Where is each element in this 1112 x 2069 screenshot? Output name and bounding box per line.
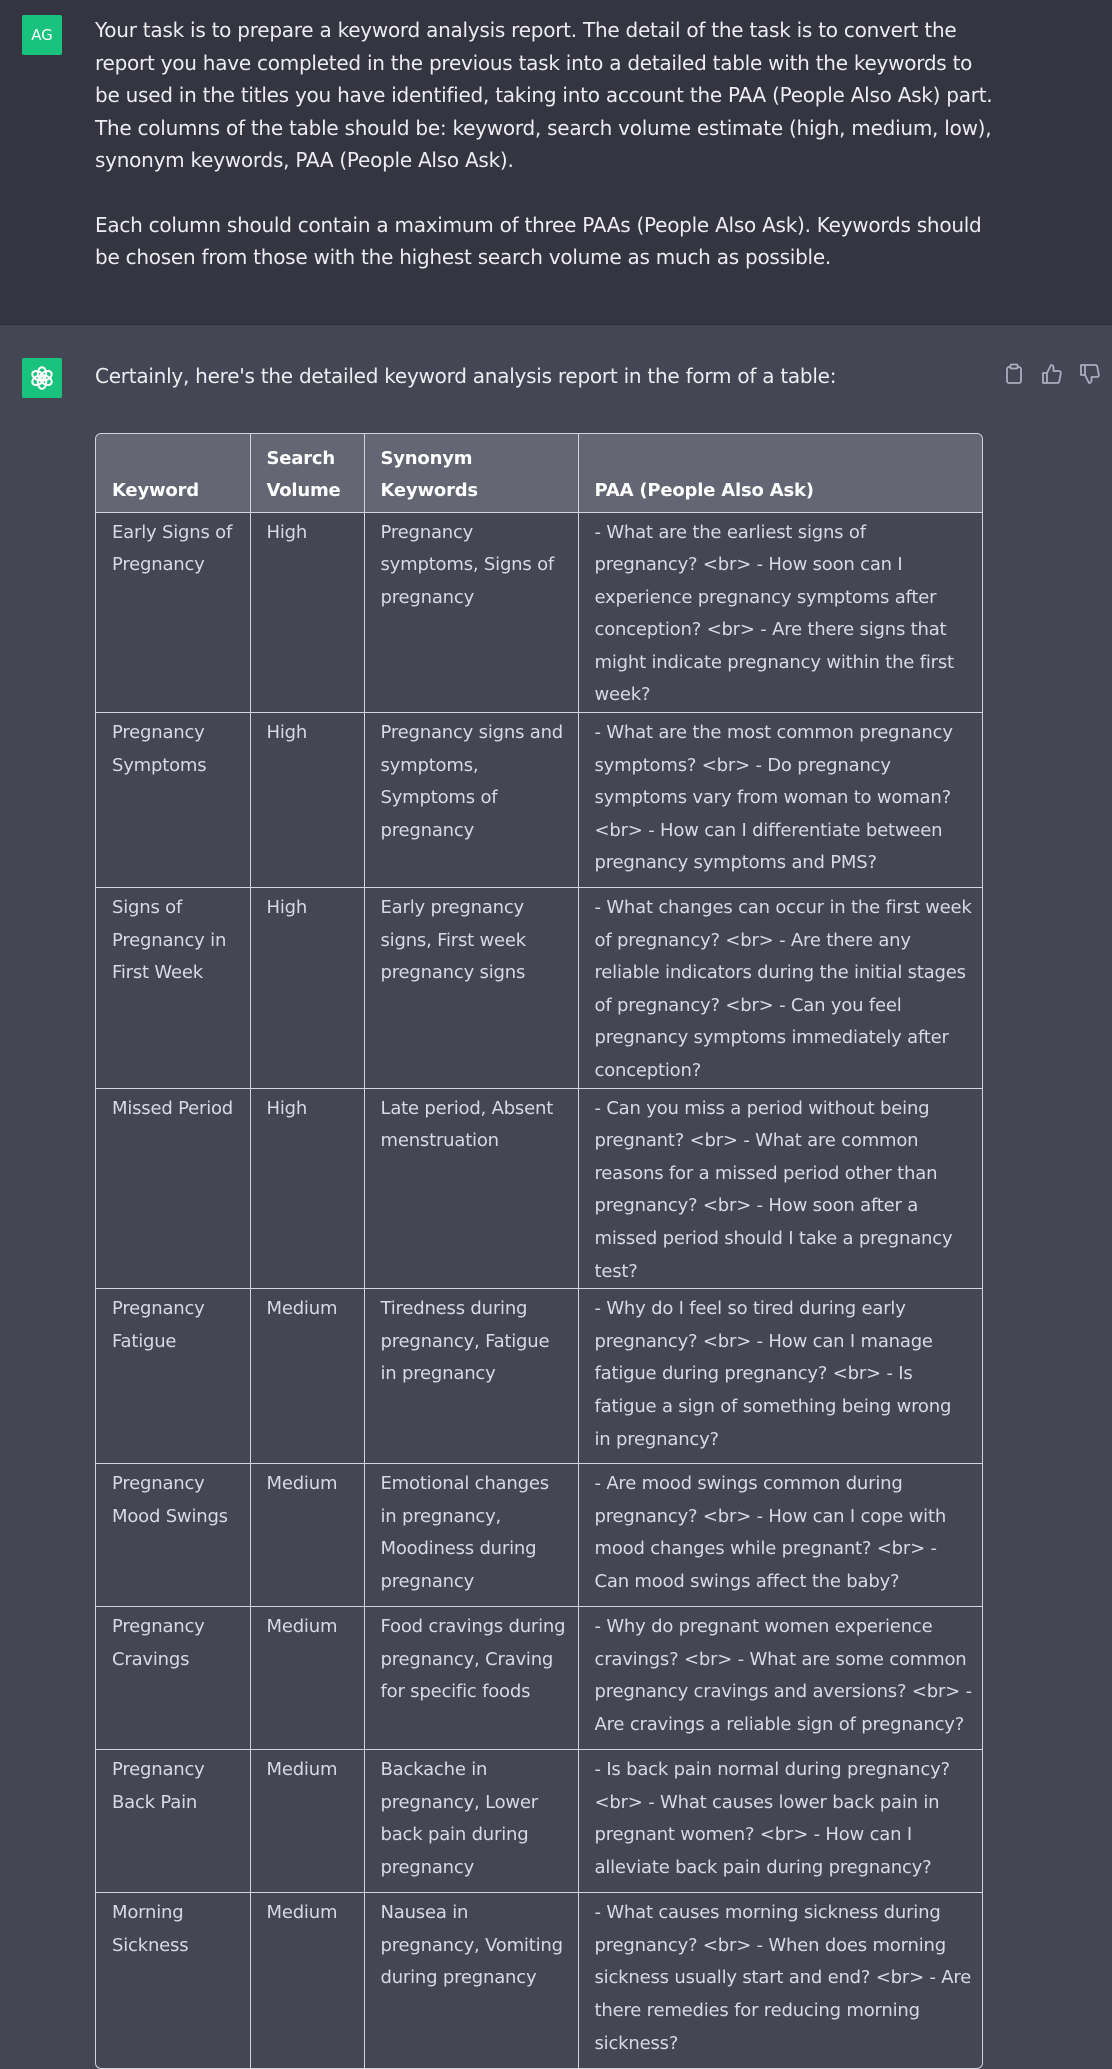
cell-keyword: Missed Period [96, 1088, 250, 1289]
cell-paa: - Are mood swings common during pregnancy? <br> - How can I cope with mood changes while pregnant? <br> - Can mood swings affect the baby? [578, 1464, 982, 1607]
user-message [0, 0, 1112, 325]
table-row [96, 713, 982, 888]
table-row [96, 888, 982, 1089]
cell-paa: - Can you miss a period without being pregnant? <br> - What are common reasons for a missed period other than pregnancy? <br> - How soon after a missed period should I take a pregnancy test? [578, 1088, 982, 1289]
table-row [96, 1893, 982, 2068]
header-paa: PAA (People Also Ask) [578, 434, 982, 512]
cell-paa: - What changes can occur in the first week of pregnancy? <br> - Are there any reliable indicators during the initial stages of pregnancy? <br> - Can you feel pregnancy symptoms immediately after conception? [578, 888, 982, 1089]
cell-keyword: Pregnancy Fatigue [96, 1289, 250, 1464]
cell-synonyms: Pregnancy symptoms, Signs of pregnancy [364, 512, 578, 713]
header-synonyms: Synonym Keywords [364, 434, 578, 512]
cell-keyword: Pregnancy Symptoms [96, 713, 250, 888]
assistant-message [0, 325, 1112, 2054]
cell-synonyms: Late period, Absent menstruation [364, 1088, 578, 1289]
cell-keyword: Morning Sickness [96, 1893, 250, 2068]
user-paragraph: Your task is to prepare a keyword analysis report. The detail of the task is to convert the report you have completed in the previous task into a detailed table with the keywords to be used in the titles you have identified, taking into account the PAA (People Also Ask) part. The columns of the table should be: keyword, search volume estimate (high, medium, low), synonym keywords, PAA (People Also Ask). [95, 18, 993, 172]
header-keyword: Keyword [112, 479, 199, 501]
cell-volume: Medium [250, 1893, 364, 2068]
table-row [96, 1088, 982, 1289]
user-avatar-initials: AG [31, 26, 53, 44]
cell-volume: Medium [250, 1750, 364, 1893]
keyword-table [95, 433, 983, 2069]
cell-volume: Medium [250, 1289, 364, 1464]
cell-synonyms: Nausea in pregnancy, Vomiting during pregnancy [364, 1893, 578, 2068]
cell-keyword: Pregnancy Mood Swings [96, 1464, 250, 1607]
user-avatar [22, 15, 62, 55]
cell-volume: Medium [250, 1464, 364, 1607]
cell-paa: - Why do pregnant women experience cravings? <br> - What are some common pregnancy cravings and aversions? <br> - Are cravings a reliable sign of pregnancy? [578, 1607, 982, 1750]
message-actions [1002, 362, 1102, 386]
cell-volume: High [250, 1088, 364, 1289]
cell-paa: - What are the most common pregnancy symptoms? <br> - Do pregnancy symptoms vary from woman to woman? <br> - How can I differentiate between pregnancy symptoms and PMS? [578, 713, 982, 888]
cell-synonyms: Pregnancy signs and symptoms, Symptoms of pregnancy [364, 713, 578, 888]
table-row [96, 1289, 982, 1464]
cell-keyword: Early Signs of Pregnancy [96, 512, 250, 713]
cell-volume: High [250, 713, 364, 888]
user-paragraph: Each column should contain a maximum of three PAAs (People Also Ask). Keywords should be chosen from those with the highest search volume as much as possible. [95, 212, 982, 269]
cell-volume: Medium [250, 1607, 364, 1750]
thumbs-up-icon[interactable] [1040, 362, 1064, 386]
cell-synonyms: Tiredness during pregnancy, Fatigue in pregnancy [364, 1289, 578, 1464]
table-header-row [96, 434, 982, 512]
thumbs-down-icon[interactable] [1078, 362, 1102, 386]
cell-paa: - What are the earliest signs of pregnancy? <br> - How soon can I experience pregnancy symptoms after conception? <br> - Are there signs that might indicate pregnancy within the first week? [578, 512, 982, 713]
cell-synonyms: Early pregnancy signs, First week pregnancy signs [364, 888, 578, 1089]
cell-synonyms: Backache in pregnancy, Lower back pain during pregnancy [364, 1750, 578, 1893]
cell-volume: High [250, 888, 364, 1089]
cell-keyword: Pregnancy Back Pain [96, 1750, 250, 1893]
cell-paa: - Why do I feel so tired during early pregnancy? <br> - How can I manage fatigue during pregnancy? <br> - Is fatigue a sign of something being wrong in pregnancy? [578, 1289, 982, 1464]
cell-keyword: Signs of Pregnancy in First Week [96, 888, 250, 1089]
table-row [96, 1607, 982, 1750]
table-row [96, 512, 982, 713]
cell-synonyms: Food cravings during pregnancy, Craving for specific foods [364, 1607, 578, 1750]
chatgpt-logo-icon [22, 358, 62, 398]
cell-keyword: Pregnancy Cravings [96, 1607, 250, 1750]
cell-paa: - What causes morning sickness during pregnancy? <br> - When does morning sickness usually start and end? <br> - Are there remedies for reducing morning sickness? [578, 1893, 982, 2068]
copy-icon[interactable] [1002, 362, 1026, 386]
cell-paa: - Is back pain normal during pregnancy? <br> - What causes lower back pain in pregnant women? <br> - How can I alleviate back pain during pregnancy? [578, 1750, 982, 1893]
user-message-text [95, 14, 995, 274]
header-search-volume: Search Volume [250, 434, 364, 512]
table-row [96, 1750, 982, 1893]
assistant-intro: Certainly, here's the detailed keyword analysis report in the form of a table: [95, 364, 837, 388]
cell-volume: High [250, 512, 364, 713]
table-row [96, 1464, 982, 1607]
cell-synonyms: Emotional changes in pregnancy, Moodiness during pregnancy [364, 1464, 578, 1607]
